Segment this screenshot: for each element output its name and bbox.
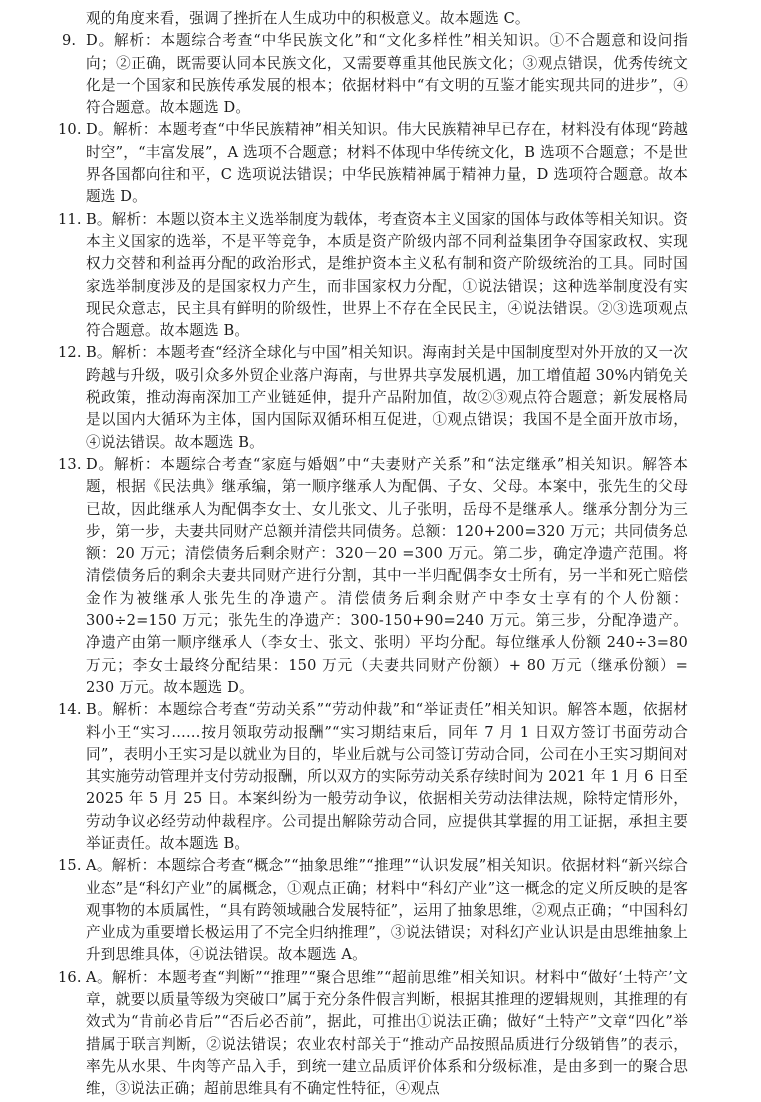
answer-item-9 [62, 30, 688, 119]
answer-item-16 [58, 967, 688, 1101]
answer-item-10 [58, 119, 688, 208]
item-number: 11. [58, 210, 82, 228]
item-text: B。解析：本题考查“经济全球化与中国”相关知识。海南封关是中国制度型对外开放的又一次跨越与升级，吸引众多外贸企业落户海南，与世界共享发展机遇，加工增值超 30%内销免关税政策，推动海南深加工产业链延伸，提升产品附加值，故②③观点符合题意；新发展格局是以国内大循环为主体，国内国际双循环相互促进，①观点错误；我国不是全面开放市场，④说法错误。故本题选 B。 [86, 344, 688, 451]
item-number: 16. [58, 968, 82, 986]
item-text: A。解析：本题考查“判断”“推理”“聚合思维”“超前思维”相关知识。材料中“做好‘土特产’文章，就要以质量等级为突破口”属于充分条件假言判断，根据其推理的逻辑规则，其推理的有效式为“肯前必肯后”“否后必否前”，据此，可推出①说法正确；做好“土特产”文章“四化”举措属于联言判断，②说法错误；农业农村部关于“推动产品按照品质进行分级销售”的表示，率先从水果、牛肉等产品入手，到统一建立品质评价体系和分级标准，是由多到一的聚合思维，③说法正确；超前思维具有不确定性特征，④观点 [86, 968, 688, 1098]
item-text: D。解析：本题考查“中华民族精神”相关知识。伟大民族精神早已存在，材料没有体现“跨越时空”，“丰富发展”，A 选项不合题意；材料不体现中华传统文化，B 选项不合题意；不是世界各国都向往和平，C 选项说法错误；中华民族精神属于精神力量，D 选项符合题意。故本题选 D。 [86, 121, 688, 206]
item-number: 9. [62, 32, 77, 50]
answer-explanations [58, 8, 688, 1101]
item-number: 15. [58, 857, 82, 875]
continuation-paragraph [86, 8, 688, 30]
answer-item-15 [58, 855, 688, 966]
item-text: D。解析：本题综合考查“中华民族文化”和“文化多样性”相关知识。①不合题意和设问指向；②正确，既需要认同本民族文化，又需要尊重其他民族文化；③观点错误，优秀传统文化是一个国家和民族传承发展的根本；依据材料中“有文明的互鉴才能实现共同的进步”，④符合题意。故本题选 D。 [86, 32, 688, 117]
item-text: B。解析：本题以资本主义选举制度为载体，考查资本主义国家的国体与政体等相关知识。资本主义国家的选举，不是平等竞争，本质是资产阶级内部不同利益集团争夺国家政权、实现权力交替和利益再分配的政治形式，是维护资本主义私有制和资产阶级统治的工具。同时国家选举制度涉及的是国家权力产生，而非国家权力分配，①说法错误；这种选举制度没有实现民众意志，民主具有鲜明的阶级性，世界上不存在全民民主，④说法错误。②③选项观点符合题意。故本题选 B。 [86, 210, 688, 340]
answer-item-13 [58, 454, 688, 699]
item-text: B。解析：本题综合考查“劳动关系”“劳动仲裁”和“举证责任”相关知识。解答本题，依据材料小王“实习……按月领取劳动报酬”“实习期结束后，同年 7 月 1 日双方签订书面劳动合同”，表明小王实习是以就业为目的，毕业后就与公司签订劳动合同，公司在小王实习期间对其实施劳动管理并支付劳动报酬，所以双方的实际劳动关系存续时间为 2021 年 1 月 6 日至 2025 年 5 月 25 日。本案纠纷为一般劳动争议，依据相关劳动法律法规，除特定情形外，劳动争议必经劳动仲裁程序。公司提出解除劳动合同，应提供其掌握的用工证据，承担主要举证责任。故本题选 B。 [86, 701, 688, 852]
item-number: 14. [58, 701, 82, 719]
continuation-text: 观的角度来看，强调了挫折在人生成功中的积极意义。故本题选 C。 [86, 10, 530, 27]
item-number: 12. [58, 344, 82, 362]
answer-item-14 [58, 699, 688, 855]
item-number: 10. [58, 121, 82, 139]
item-text: D。解析：本题综合考查“家庭与婚姻”中“夫妻财产关系”和“法定继承”相关知识。解答本题，根据《民法典》继承编，第一顺序继承人为配偶、子女、父母。本案中，张先生的父母已故，因此继承人为配偶李女士、女儿张文、儿子张明，岳母不是继承人。继承分割分为三步，第一步，夫妻共同财产总额并清偿共同债务。总额：120+200=320 万元；共同债务总额：20 万元；清偿债务后剩余财产：320－20 =300 万元。第二步，确定净遗产范围。将清偿债务后的剩余夫妻共同财产进行分割，其中一半归配偶李女士所有，另一半和死亡赔偿金作为被继承人张先生的净遗产。清偿债务后剩余财产中李女士享有的个人份额：300÷2=150 万元；张先生的净遗产：300-150+90=240 万元。第三步，分配净遗产。净遗产由第一顺序继承人（李女士、张文、张明）平均分配。每位继承人份额 240÷3=80 万元；李女士最终分配结果：150 万元（夫妻共同财产份额）+ 80 万元（继承份额）= 230 万元。故本题选 D。 [86, 455, 688, 696]
item-text: A。解析：本题综合考查“概念”“抽象思维”“推理”“认识发展”相关知识。依据材料“新兴综合业态”是“科幻产业”的属概念，①观点正确；材料中“科幻产业”这一概念的定义所反映的是客观事物的本质属性，“具有跨领域融合发展特征”，运用了抽象思维，②观点正确；“中国科幻产业成为重要增长极运用了不完全归纳推理”，③说法错误；对科幻产业认识是由思维抽象上升到思维具体，④说法错误。故本题选 A。 [86, 857, 688, 964]
answer-item-12 [58, 342, 688, 453]
item-number: 13. [58, 455, 82, 473]
answer-item-11 [58, 209, 688, 343]
